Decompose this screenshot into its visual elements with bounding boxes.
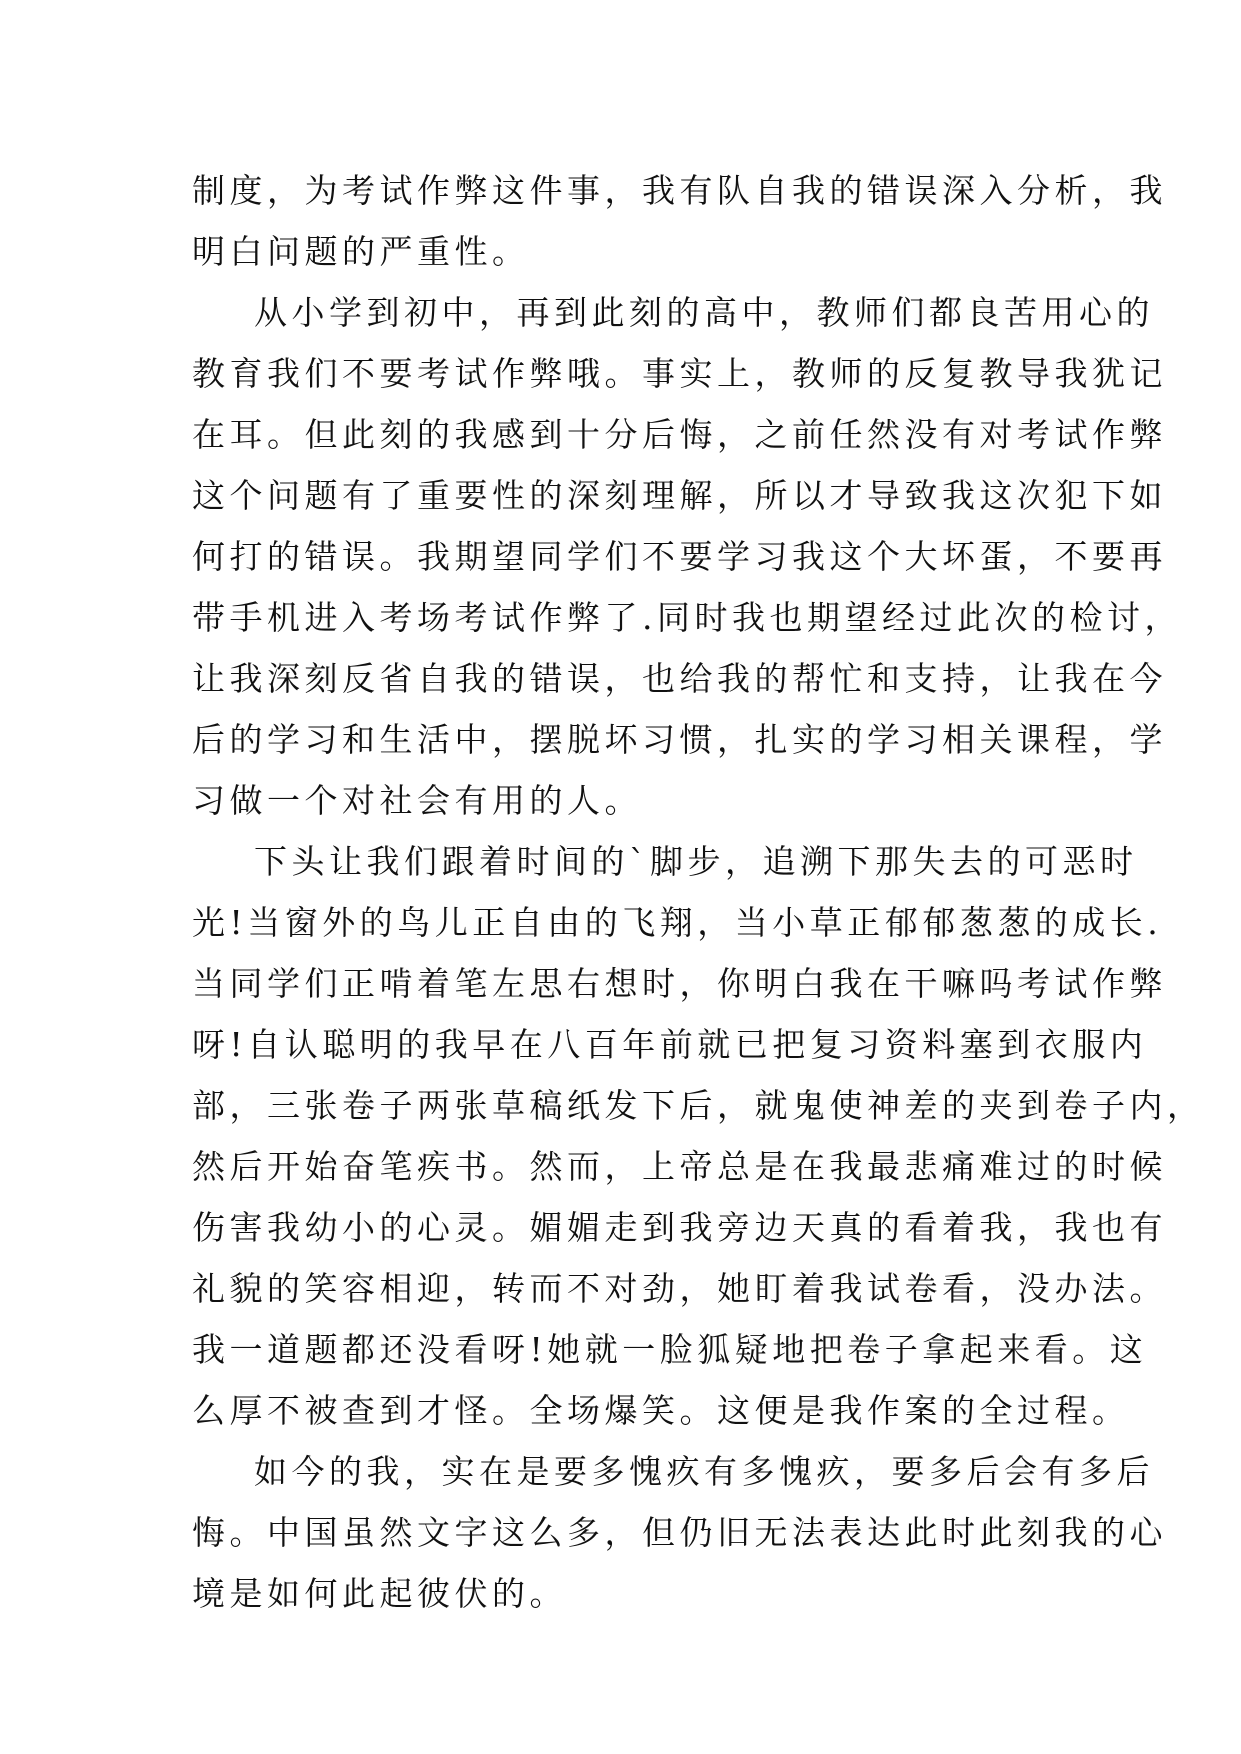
text-line: 光!当窗外的鸟儿正自由的飞翔，当小草正郁郁葱葱的成长. bbox=[192, 903, 1163, 942]
text-line: 么厚不被查到才怪。全场爆笑。这便是我作案的全过程。 bbox=[192, 1391, 1130, 1430]
text-line: 习做一个对社会有用的人。 bbox=[192, 781, 642, 820]
text-line: 教育我们不要考试作弊哦。事实上，教师的反复教导我犹记 bbox=[192, 354, 1167, 393]
text-line: 在耳。但此刻的我感到十分后悔，之前任然没有对考试作弊 bbox=[192, 415, 1167, 454]
text-line: 然后开始奋笔疾书。然而，上帝总是在我最悲痛难过的时候 bbox=[192, 1147, 1167, 1186]
text-line: 境是如何此起彼伏的。 bbox=[192, 1574, 567, 1613]
text-line: 何打的错误。我期望同学们不要学习我这个大坏蛋，不要再 bbox=[192, 537, 1167, 576]
text-line: 后的学习和生活中，摆脱坏习惯，扎实的学习相关课程，学 bbox=[192, 720, 1167, 759]
text-line: 当同学们正啃着笔左思右想时，你明白我在干嘛吗考试作弊 bbox=[192, 964, 1167, 1003]
text-line: 部，三张卷子两张草稿纸发下后，就鬼使神差的夹到卷子内， bbox=[192, 1086, 1205, 1125]
paragraph-first-line: 从小学到初中，再到此刻的高中，教师们都良苦用心的 bbox=[254, 293, 1154, 332]
text-line: 制度，为考试作弊这件事，我有队自我的错误深入分析，我 bbox=[192, 171, 1167, 210]
text-line: 悔。中国虽然文字这么多，但仍旧无法表达此时此刻我的心 bbox=[192, 1513, 1167, 1552]
paragraph-first-line: 下头让我们跟着时间的`脚步，追溯下那失去的可恶时 bbox=[254, 842, 1138, 881]
text-line: 伤害我幼小的心灵。媚媚走到我旁边天真的看着我，我也有 bbox=[192, 1208, 1167, 1247]
text-line: 带手机进入考场考试作弊了.同时我也期望经过此次的检讨， bbox=[192, 598, 1182, 637]
text-line: 呀!自认聪明的我早在八百年前就已把复习资料塞到衣服内 bbox=[192, 1025, 1148, 1064]
text-line: 让我深刻反省自我的错误，也给我的帮忙和支持，让我在今 bbox=[192, 659, 1167, 698]
text-line: 礼貌的笑容相迎，转而不对劲，她盯着我试卷看，没办法。 bbox=[192, 1269, 1167, 1308]
text-line: 这个问题有了重要性的深刻理解，所以才导致我这次犯下如 bbox=[192, 476, 1167, 515]
text-line: 我一道题都还没看呀!她就一脸狐疑地把卷子拿起来看。这 bbox=[192, 1330, 1148, 1369]
text-line: 明白问题的严重性。 bbox=[192, 232, 530, 271]
paragraph-first-line: 如今的我，实在是要多愧疚有多愧疚，要多后会有多后 bbox=[254, 1452, 1154, 1491]
document-body bbox=[192, 160, 1205, 1624]
